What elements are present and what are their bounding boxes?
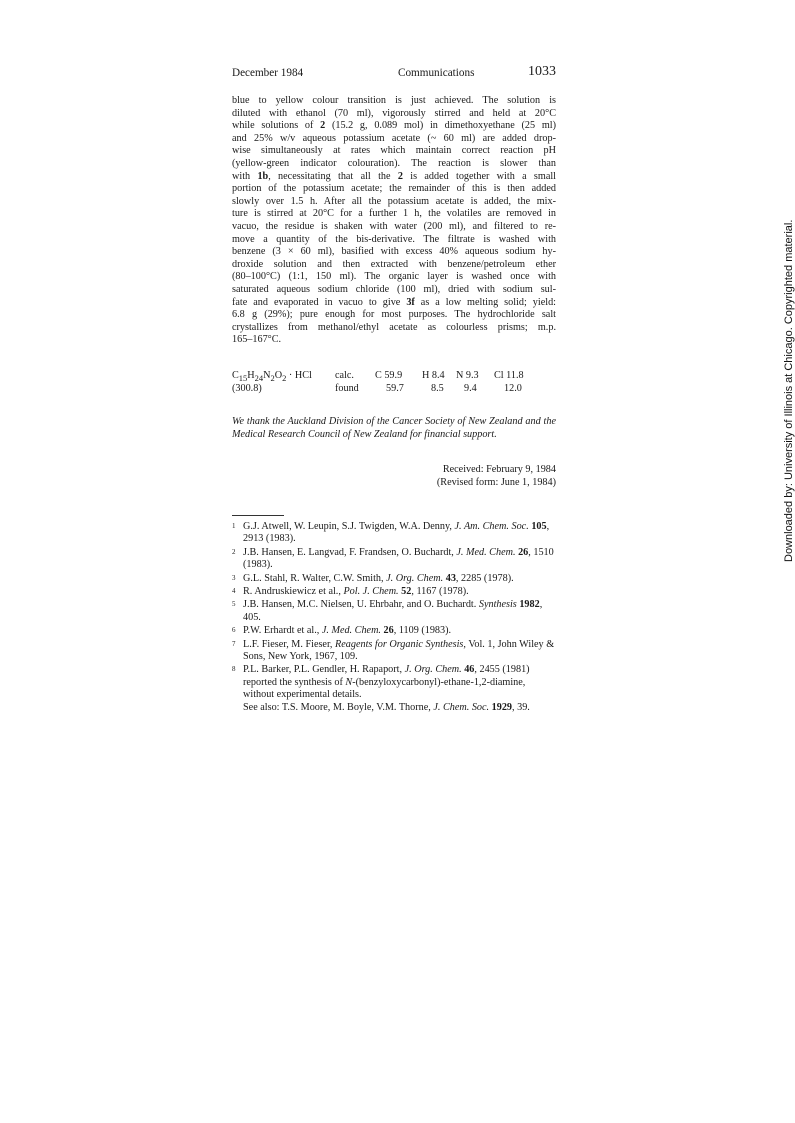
analysis-found-label: found [335,382,359,394]
body-line: crystallizes from methanol/ethyl acetate as colourless prisms; m.p. [232,321,556,333]
reference-number: 1 [232,522,236,530]
body-line: blue to yellow colour transition is just achieved. The solution is [232,95,556,106]
body-line: fate and evaporated in vacuo to give 3f as a low melting solid; yield: [232,296,557,308]
reference-text: J.B. Hansen, E. Langvad, F. Frandsen, O. Buchardt, J. Med. Chem. 26, 1510 (1983). [243,546,554,571]
analysis-calc-n: N 9.3 [456,370,479,381]
body-line: diluted with ethanol (70 ml), vigorously stirred and held at 20°C [232,107,556,119]
received-dates [232,464,556,489]
analysis-found-h: 8.5 [431,382,444,394]
body-line: with 1b, necessitating that all the 2 is added together with a small [232,170,557,182]
reference-text: G.J. Atwell, W. Leupin, S.J. Twigden, W.A. Denny, J. Am. Chem. Soc. 105, 2913 (1983). [243,521,550,545]
footnote-rule [232,515,284,516]
body-line: slowly over 1.5 h. After all the potassium acetate is added, the mix- [232,195,556,207]
body-line: while solutions of 2 (15.2 g, 0.089 mol) in dimethoxyethane (25 ml) [232,120,556,132]
reference-item [232,547,556,572]
reference-number: 3 [232,573,236,582]
references-list [232,521,556,715]
body-line: 165–167°C. [232,334,282,346]
elemental-analysis [232,370,556,395]
reference-item [232,625,556,637]
reference-item [232,586,556,598]
reference-number: 6 [232,626,236,635]
running-header [232,66,556,82]
revised-date: (Revised form: June 1, 1984) [436,476,556,488]
reference-text: R. Andruskiewicz et al., Pol. J. Chem. 52, 1167 (1978). [243,586,469,598]
reference-text: L.F. Fieser, M. Fieser, Reagents for Organic Synthesis, Vol. 1, John Wiley & Sons, New York, 1967, 109. [243,638,555,663]
body-line: portion of the potassium acetate; the remainder of this is then added [232,183,556,195]
reference-number: 4 [232,587,236,596]
analysis-found-c: 59.7 [386,382,404,394]
analysis-calc-h: H 8.4 [422,370,445,381]
analysis-formula: $C_{15}H_{24}N_2O_2$ · HCl [232,370,312,384]
body-line: saturated aqueous sodium chloride (100 ml), dried with sodium sul- [232,283,556,295]
reference-text: G.L. Stahl, R. Walter, C.W. Smith, J. Org. Chem. 43, 2285 (1978). [243,572,514,584]
body-line: move a quantity of the bis-derivative. The filtrate is washed with [232,233,556,245]
body-line: and 25% w/v aqueous potassium acetate (~ 60 ml) are added drop- [232,132,556,144]
body-line: wise simultaneously at rates which maintain correct reaction pH [232,145,556,157]
reference-item [232,573,556,585]
analysis-calc-cl: Cl 11.8 [494,370,524,381]
analysis-calc-c: C 59.9 [375,370,403,381]
body-line: benzene (3 × 60 ml), basified with excess 40% aqueous sodium hy- [232,246,556,258]
reference-item [232,664,556,714]
reference-item [232,599,556,624]
body-line: 6.8 g (29%); pure enough for most purposes. The hydrochloride salt [232,309,556,321]
analysis-found-n: 9.4 [464,382,477,394]
received-date: Received: February 9, 1984 [442,464,556,475]
reference-item [232,639,556,664]
experimental-paragraph [232,95,556,347]
page-number: 1033 [528,64,556,79]
reference-item [232,521,556,546]
body-line: (80–100°C) (1:1, 150 ml). The organic layer is washed once with [232,271,556,283]
reference-text: P.L. Barker, P.L. Gendler, H. Rapaport, J. Org. Chem. 46, 2455 (1981) reported the synthesis of N-(benzyloxycarbonyl)-ethane-1,2-diamine, without experimental details. See also: T.S. Moore, M. Boyle, V.M. Thorne, J. Chem. Soc. 1929, 39. [243,664,530,713]
body-line: (yellow-green indicator colouration). The reaction is slower than [232,157,556,169]
reference-text: J.B. Hansen, M.C. Nielsen, U. Ehrbahr, and O. Buchardt. Synthesis 1982, 405. [243,599,543,623]
body-line: vacuo, the residue is shaken with water (200 ml), and filtered to re- [232,220,556,232]
analysis-found-cl: 12.0 [504,382,522,394]
body-line: droxide solution and then extracted with benzene/petroleum ether [232,258,556,270]
reference-number: 5 [232,600,236,609]
header-journal: Communications [398,67,475,79]
header-date: December 1984 [232,67,304,79]
reference-text: P.W. Erhardt et al., J. Med. Chem. 26, 1109 (1983). [243,625,452,637]
acknowledgement: We thank the Auckland Division of the Cancer Society of New Zealand and the Medical Research Council of New Zealand for financial support. [232,416,556,440]
download-notice-text: Downloaded by: University of Illinois at Chicago. Copyrighted material. [783,219,795,562]
reference-number: 8 [232,665,236,674]
analysis-mw: (300.8) [232,382,262,394]
analysis-calc-label: calc. [335,370,354,381]
reference-number: 7 [232,639,236,648]
body-line: ture is stirred at 20°C for a further 1 h, the volatiles are removed in [232,208,556,220]
reference-number: 2 [232,547,236,556]
